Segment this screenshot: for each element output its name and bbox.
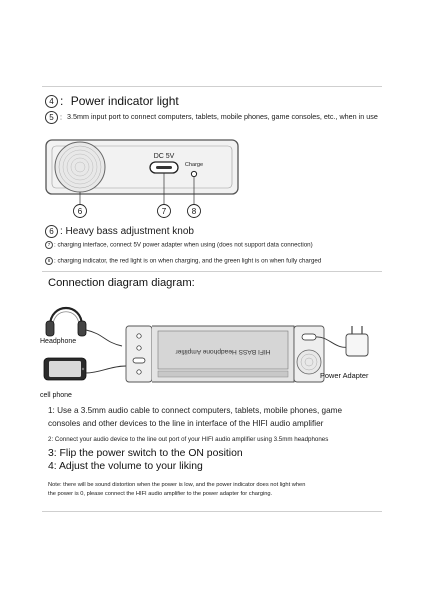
step-3-text: 3: Flip the power switch to the ON position: [48, 448, 243, 459]
item-4-separator: :: [60, 94, 64, 108]
callout-7-number: 7: [161, 207, 167, 216]
headphone-label: Headphone: [40, 338, 77, 345]
power-adapter-label: Power Adapter: [320, 371, 369, 380]
cell-phone-label: cell phone: [40, 392, 72, 399]
input-port-description: 3.5mm input port to connect computers, tablets, mobile phones, game consoles, etc., when in use: [67, 112, 378, 122]
number-6-badge: 6: [45, 225, 58, 238]
note-line-1: Note: there will be sound distortion when the power is low, and the power indicator does not light when: [48, 482, 306, 488]
dc-5v-label: DC 5V: [153, 153, 175, 160]
step-1-line-2: consoles and other devices to the line in interface of the HIFI audio amplifier: [48, 419, 324, 428]
headphone-icon: [46, 308, 86, 336]
item-5-separator: :: [60, 112, 62, 122]
callout-6-number: 6: [77, 207, 83, 216]
item-4-heading: [45, 94, 179, 108]
item-7-text: [45, 241, 313, 249]
item-5-text: [45, 111, 378, 124]
top-divider: [42, 86, 382, 87]
power-adapter-icon: [346, 326, 368, 356]
power-indicator-light-label: Power indicator light: [70, 94, 179, 108]
number-7-badge: 7: [45, 241, 53, 249]
item-8-text: [45, 257, 321, 265]
step-2-text: 2: Connect your audio device to the line out port of your HIFI audio amplifier using 3.5mm headphones: [48, 436, 329, 443]
charge-label: Charge: [184, 162, 204, 168]
number-5-badge: 5: [45, 111, 58, 124]
middle-divider: [42, 271, 382, 272]
cell-phone-icon: [44, 358, 86, 380]
connection-diagram-illustration: [40, 296, 390, 404]
item-6-heading: [45, 225, 194, 238]
callout-8-number: 8: [191, 207, 197, 216]
device-rear-illustration: [44, 136, 242, 222]
connection-diagram-title: Connection diagram diagram:: [48, 277, 195, 289]
step-1-line-1: 1: Use a 3.5mm audio cable to connect computers, tablets, mobile phones, game: [48, 406, 343, 415]
usb-c-port-icon: [150, 162, 178, 173]
charging-interface-description: : charging interface, connect 5V power adapter when using (does not support data connection): [54, 241, 313, 249]
bottom-divider: [42, 511, 382, 512]
charging-indicator-description: : charging indicator, the red light is on when charging, and the green light is on when fully charged: [54, 257, 322, 265]
step-4-text: 4: Adjust the volume to your liking: [48, 461, 203, 472]
hifi-amplifier-icon: [126, 326, 324, 382]
amplifier-brand-label: HIFI BASS Headphone Amplifier: [175, 348, 271, 355]
bass-knob-label: : Heavy bass adjustment knob: [60, 226, 194, 238]
bass-knob-icon: [55, 142, 105, 192]
number-8-badge: 8: [45, 257, 53, 265]
number-4-badge: 4: [45, 95, 58, 108]
note-line-2: the power is 0, please connect the HIFI audio amplifier to the power adapter for charging.: [48, 491, 273, 497]
charge-indicator-icon: [191, 171, 196, 176]
